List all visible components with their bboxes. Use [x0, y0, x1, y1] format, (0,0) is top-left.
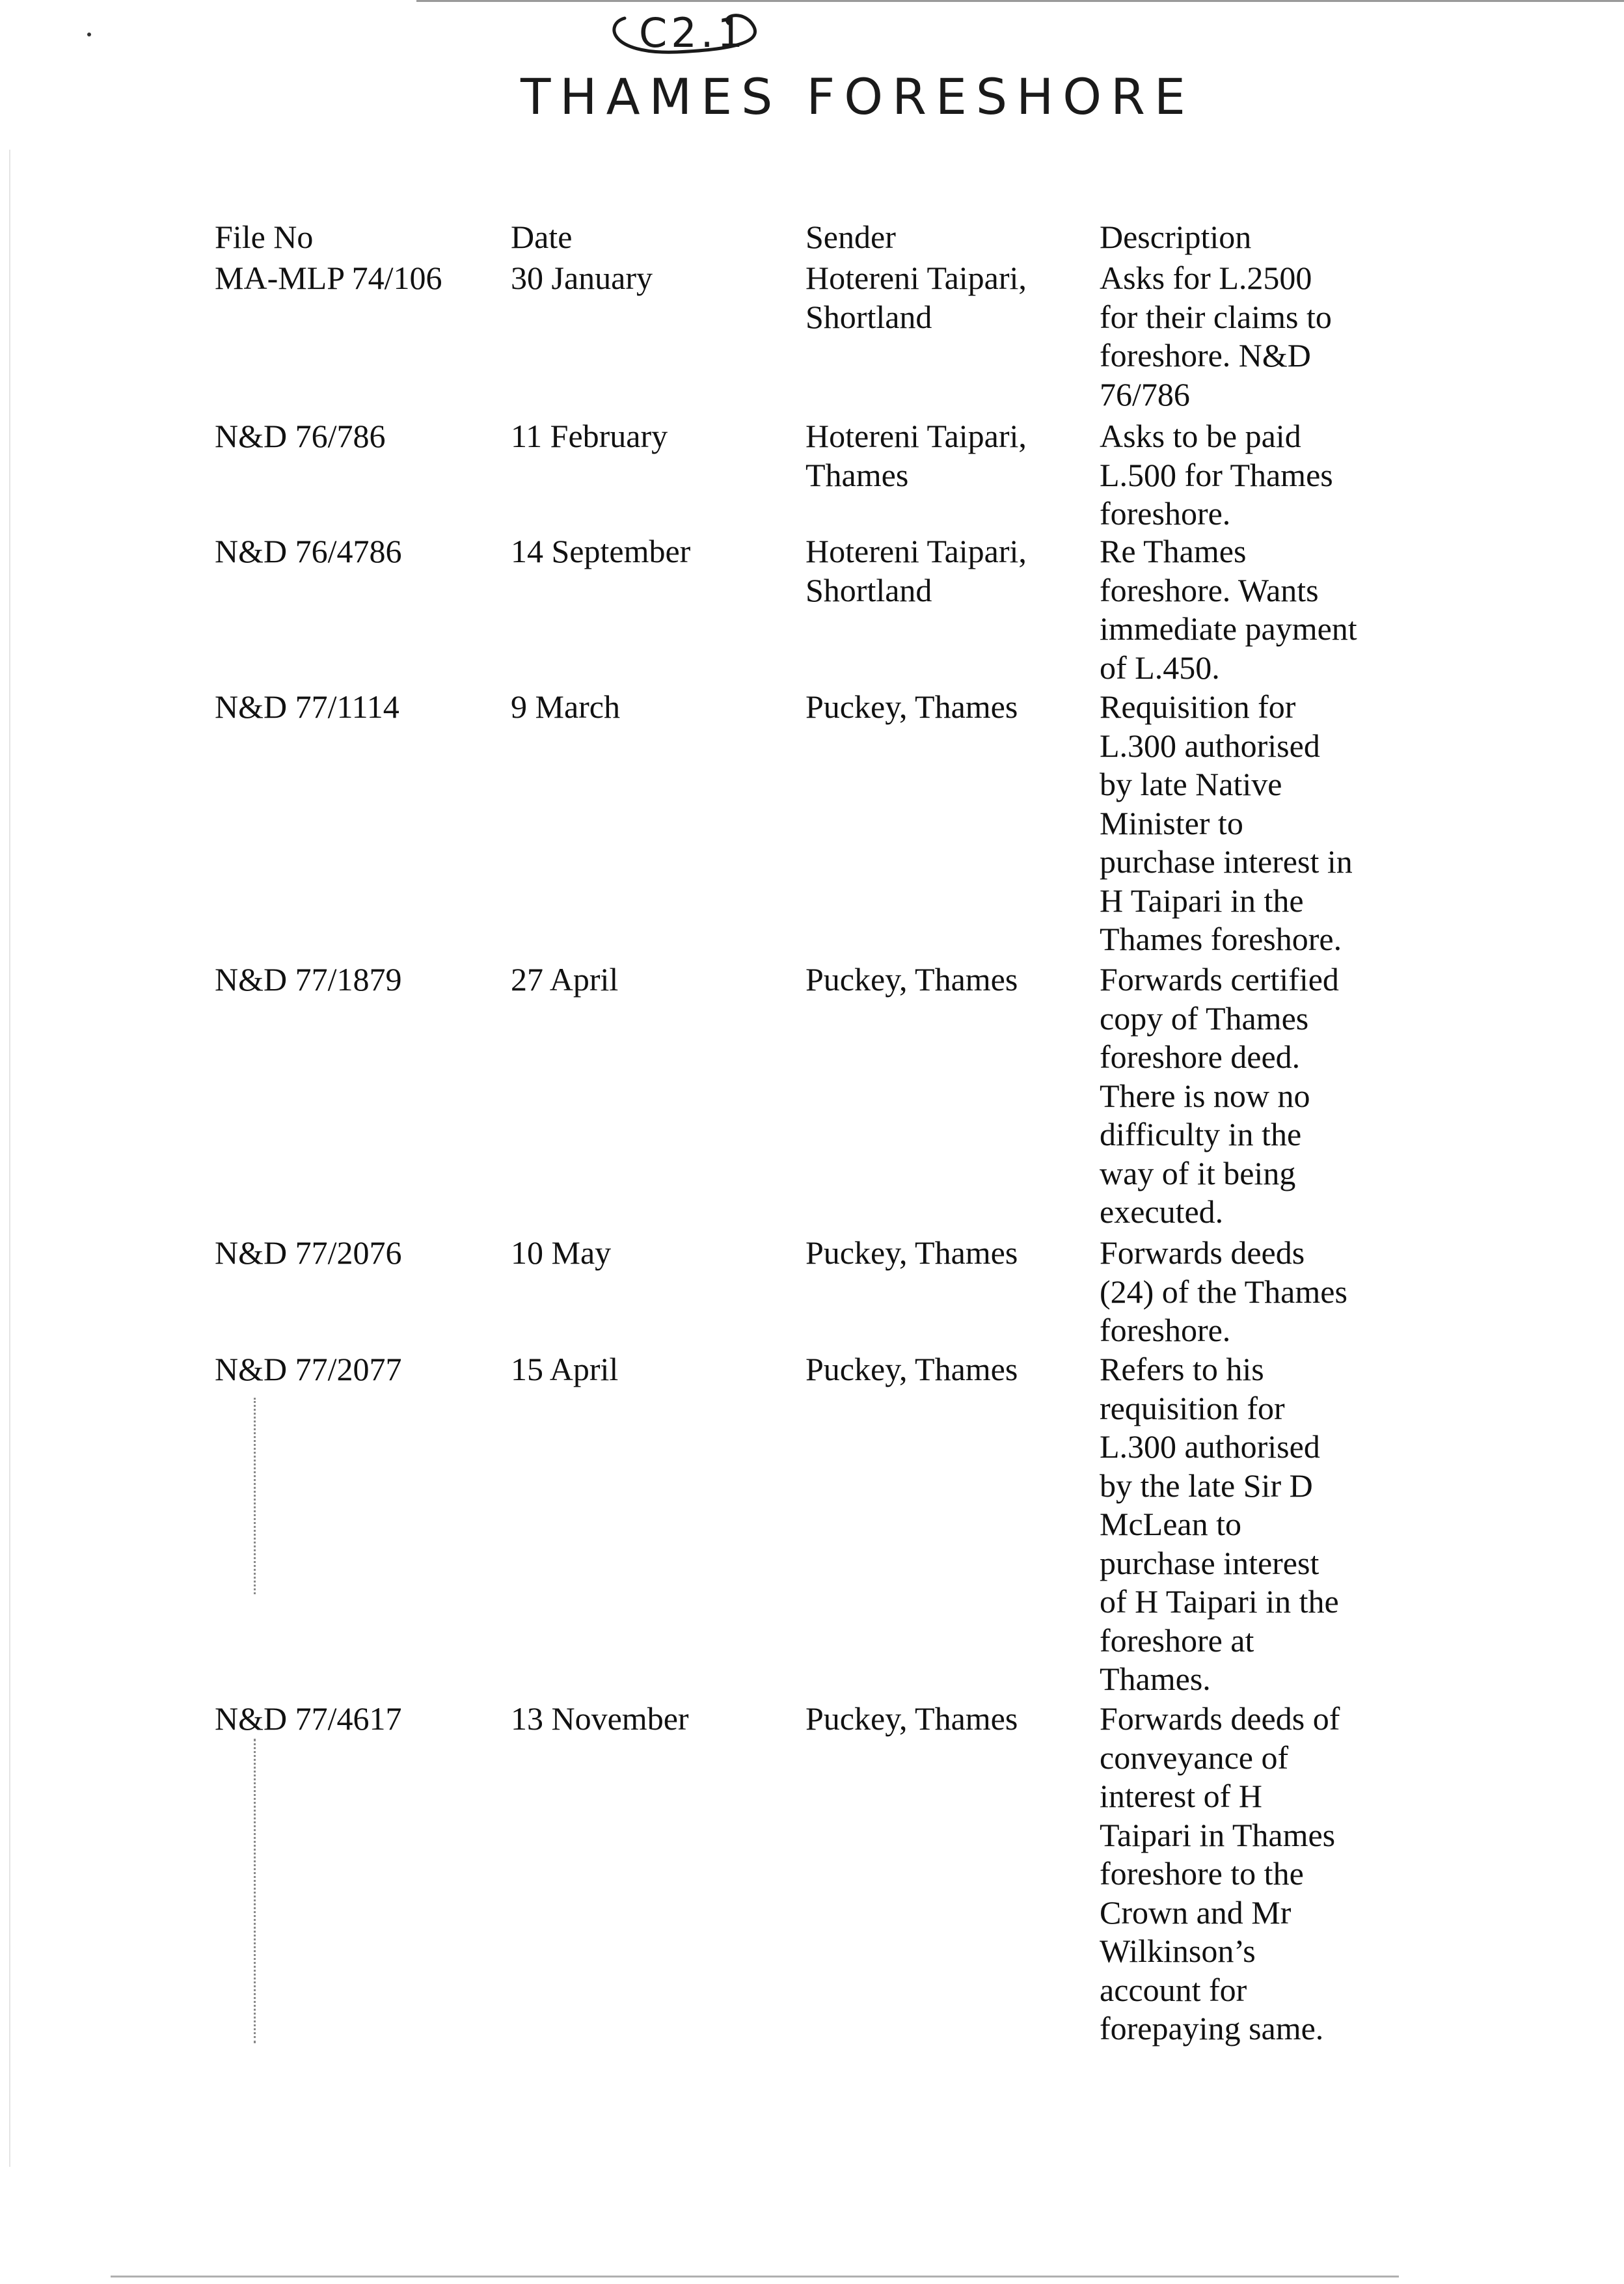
- row-8-description-line-8: account for: [1100, 1971, 1247, 2008]
- row-7-description-line-4: by the late Sir D: [1100, 1467, 1313, 1504]
- row-7-description-line-9: Thames.: [1100, 1661, 1211, 1697]
- handwritten-title: THAMES FORESHORE: [521, 68, 1195, 126]
- row-4-file-no: N&D 77/1114: [215, 688, 399, 725]
- row-2-description-line-1: Asks to be paid: [1100, 418, 1301, 454]
- row-3-sender-line-1: Hotereni Taipari,: [805, 533, 1027, 569]
- row-2-sender-line-2: Thames: [805, 456, 909, 493]
- row-4-description-line-2: L.300 authorised: [1100, 727, 1320, 764]
- row-8-date: 13 November: [511, 1700, 689, 1737]
- row-3-description-line-3: immediate payment: [1100, 610, 1357, 647]
- row-4-description-line-7: Thames foreshore.: [1100, 921, 1342, 957]
- row-7-description-line-8: foreshore at: [1100, 1622, 1254, 1659]
- row-7-description-line-3: L.300 authorised: [1100, 1428, 1320, 1465]
- row-6-description-line-1: Forwards deeds: [1100, 1234, 1305, 1271]
- row-8-description-line-3: interest of H: [1100, 1778, 1262, 1814]
- row-7-description-line-6: purchase interest: [1100, 1544, 1320, 1581]
- row-5-description-line-4: There is now no: [1100, 1077, 1310, 1114]
- row-5-sender: Puckey, Thames: [805, 961, 1018, 998]
- row-5-description-line-1: Forwards certified: [1100, 961, 1339, 998]
- row-1-sender-line-1: Hotereni Taipari,: [805, 260, 1027, 296]
- row-3-file-no: N&D 76/4786: [215, 533, 402, 569]
- row-6-description-line-2: (24) of the Thames: [1100, 1273, 1347, 1310]
- row-1-sender-line-2: Shortland: [805, 298, 932, 335]
- header-description: Description: [1100, 219, 1252, 255]
- scan-speck: [87, 33, 91, 36]
- row-2-description-line-3: foreshore.: [1100, 495, 1231, 532]
- row-7-sender: Puckey, Thames: [805, 1351, 1018, 1387]
- row-1-description-line-2: for their claims to: [1100, 298, 1332, 335]
- row-8-description-line-1: Forwards deeds of: [1100, 1700, 1340, 1737]
- row-1-description-line-1: Asks for L.2500: [1100, 260, 1312, 296]
- row-4-description-line-6: H Taipari in the: [1100, 882, 1304, 919]
- row-5-description-line-6: way of it being: [1100, 1154, 1296, 1191]
- scan-bottom-edge: [111, 2276, 1399, 2277]
- row-3-sender-line-2: Shortland: [805, 571, 932, 608]
- row-7-description-line-5: McLean to: [1100, 1506, 1241, 1542]
- row-4-description-line-4: Minister to: [1100, 804, 1243, 841]
- row-2-file-no: N&D 76/786: [215, 418, 386, 454]
- row-2-date: 11 February: [511, 418, 668, 454]
- row-6-sender: Puckey, Thames: [805, 1234, 1018, 1271]
- row-5-date: 27 April: [511, 961, 619, 998]
- row-7-description-line-1: Refers to his: [1100, 1351, 1264, 1387]
- row-8-description-line-9: forepaying same.: [1100, 2010, 1324, 2046]
- row-6-description-line-3: foreshore.: [1100, 1312, 1231, 1348]
- row-3-description-line-1: Re Thames: [1100, 533, 1247, 569]
- row-1-description-line-3: foreshore. N&D: [1100, 337, 1311, 374]
- row-1-description-line-4: 76/786: [1100, 375, 1190, 413]
- row-8-description-line-2: conveyance of: [1100, 1739, 1289, 1776]
- row-8-description-line-7: Wilkinson’s: [1100, 1933, 1256, 1969]
- row-8-description-line-6: Crown and Mr: [1100, 1894, 1292, 1931]
- row-5-description-line-3: foreshore deed.: [1100, 1039, 1301, 1075]
- row-5-file-no: N&D 77/1879: [215, 961, 402, 998]
- row-4-description-line-1: Requisition for: [1100, 688, 1296, 725]
- row-7-description-line-2: requisition for: [1100, 1389, 1285, 1426]
- row-5-description-line-5: difficulty in the: [1100, 1116, 1302, 1152]
- row-6-date: 10 May: [511, 1234, 612, 1271]
- handwritten-code-text: C2.1: [639, 9, 747, 57]
- row-7-date: 15 April: [511, 1351, 619, 1387]
- scan-top-edge: [416, 0, 1624, 2]
- row-8-file-no: N&D 77/4617: [215, 1700, 402, 1737]
- row-4-sender: Puckey, Thames: [805, 688, 1018, 725]
- row-8-sender: Puckey, Thames: [805, 1700, 1018, 1737]
- margin-dotted-mark-2: [254, 1739, 256, 2043]
- row-4-description-line-5: purchase interest in: [1100, 843, 1353, 880]
- row-8-description-line-4: Taipari in Thames: [1100, 1816, 1336, 1853]
- row-3-description-line-2: foreshore. Wants: [1100, 571, 1319, 608]
- row-4-date: 9 March: [511, 688, 620, 725]
- header-file-no: File No: [215, 219, 314, 255]
- handwritten-file-code: [599, 4, 774, 65]
- scan-left-edge: [9, 150, 10, 2167]
- row-5-description-line-7: executed.: [1100, 1193, 1224, 1230]
- row-4-description-line-3: by late Native: [1100, 766, 1282, 802]
- row-2-description-line-2: L.500 for Thames: [1100, 456, 1333, 493]
- row-8-description-line-5: foreshore to the: [1100, 1855, 1304, 1892]
- row-1-date: 30 January: [511, 260, 653, 296]
- row-3-description-line-4: of L.450.: [1100, 649, 1220, 686]
- row-5-description-line-2: copy of Thames: [1100, 999, 1309, 1037]
- header-date: Date: [511, 219, 573, 255]
- margin-dotted-mark-1: [254, 1398, 256, 1594]
- row-3-date: 14 September: [511, 533, 691, 569]
- row-2-sender-line-1: Hotereni Taipari,: [805, 418, 1027, 454]
- row-7-description-line-7: of H Taipari in the: [1100, 1583, 1339, 1620]
- row-1-file-no: MA-MLP 74/106: [215, 260, 442, 296]
- row-7-file-no: N&D 77/2077: [215, 1351, 402, 1387]
- row-6-file-no: N&D 77/2076: [215, 1234, 402, 1271]
- header-sender: Sender: [805, 219, 896, 255]
